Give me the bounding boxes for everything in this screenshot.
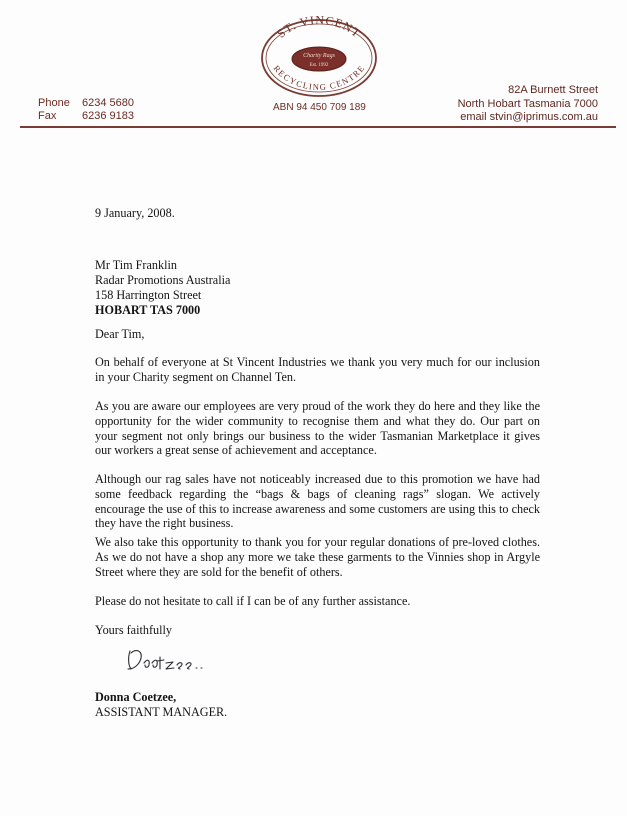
- postal-address: [458, 84, 598, 125]
- logo-bottom-text: RECYCLING CENTRE: [271, 63, 367, 92]
- letterhead-divider: [20, 126, 616, 128]
- phone-row: [38, 97, 134, 110]
- salutation: Dear Tim,: [95, 327, 145, 341]
- handwritten-signature: [122, 643, 212, 675]
- recipient-company: Radar Promotions Australia: [95, 273, 231, 287]
- paragraph-1: On behalf of everyone at St Vincent Industries we thank you very much for our inclusion in your Charity segment on Channel Ten.: [95, 355, 540, 384]
- email-address: email stvin@iprimus.com.au: [460, 111, 598, 123]
- logo-inner-top: Charity Rags: [303, 53, 335, 59]
- paragraph-2: As you are aware our employees are very proud of the work they do here and they like the opportunity for the wider community to recognise them and what they do. Our part on your segment not only brings our business to the wider Tasmanian Marketplace it gives our workers a great sense of achievement and acceptance.: [95, 399, 540, 458]
- st-vincent-logo: [259, 12, 379, 98]
- fax-row: [38, 110, 134, 123]
- recipient-address: [95, 258, 230, 318]
- paragraph-3: Although our rag sales have not noticeably increased due to this promotion we have had some feedback regarding the “bags & bags of cleaning rags” slogan. We actively encourage the use of this to increase awareness and some customers are using this to check they have the right business.: [95, 472, 540, 531]
- paragraph-5: Please do not hesitate to call if I can be of any further assistance.: [95, 594, 411, 608]
- signer-title: ASSISTANT MANAGER.: [95, 705, 228, 719]
- paragraph-4: We also take this opportunity to thank you for your regular donations of pre-loved clothes. As we do not have a shop any more we take these garments to the Vinnies shop in Argyle Street where they are sold for the benefit of others.: [95, 535, 540, 579]
- closing: Yours faithfully: [95, 623, 172, 637]
- letterhead: [0, 0, 627, 140]
- recipient-name: Mr Tim Franklin: [95, 258, 177, 272]
- fax-value: 6236 9183: [82, 110, 134, 122]
- logo-inner-bottom: Est. 1992: [309, 63, 329, 68]
- fax-label: Fax: [38, 110, 57, 122]
- phone-label: Phone: [38, 97, 70, 109]
- abn-number: ABN 94 450 709 189: [273, 102, 366, 113]
- contact-numbers: [38, 97, 134, 123]
- logo-top-text: ST. VINCENT: [274, 12, 364, 41]
- phone-value: 6234 5680: [82, 97, 134, 109]
- letter-date: 9 January, 2008.: [95, 206, 175, 220]
- svg-text:ST. VINCENT: [274, 13, 364, 41]
- recipient-city: HOBART TAS 7000: [95, 303, 201, 317]
- signer-name: Donna Coetzee,: [95, 690, 177, 704]
- address-line-2: North Hobart Tasmania 7000: [457, 97, 598, 110]
- address-line-1: 82A Burnett Street: [508, 84, 598, 96]
- recipient-street: 158 Harrington Street: [95, 288, 202, 302]
- signer-block: [95, 690, 227, 720]
